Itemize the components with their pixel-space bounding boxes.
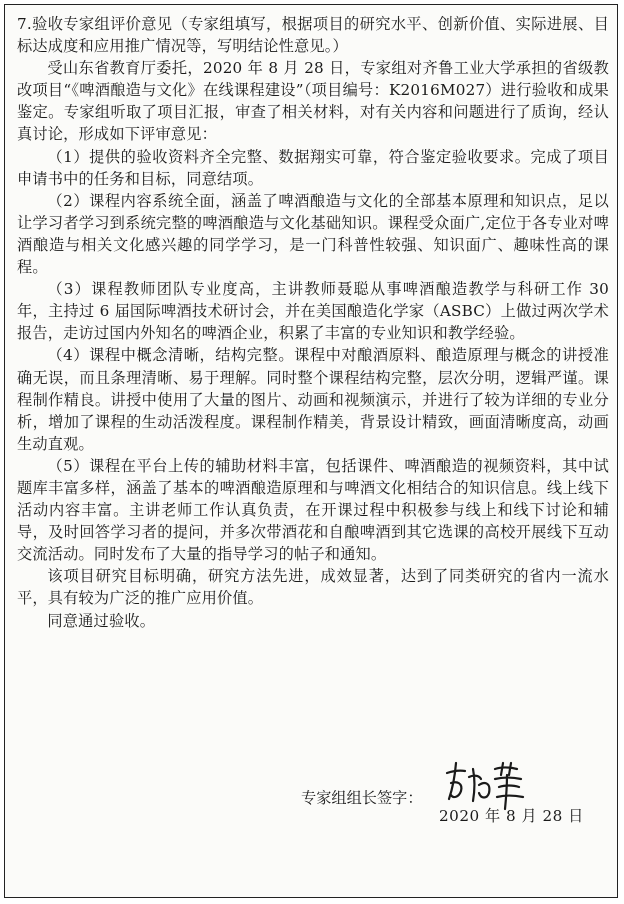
approval-statement: 同意通过验收。 <box>47 611 156 630</box>
intro-paragraph: 受山东省教育厅委托，2020 年 8 月 28 日，专家组对齐鲁工业大学承担的省级教改项目“《啤酒酿造与文化》在线课程建设”（项目编号：K2016M027）进行验收和成果鉴定。专家组听取了项目汇报，审查了相关材料，对有关内容和问题进行了质询，经认真讨论，形成如下评审意见： <box>17 59 609 144</box>
opinion-item-3: （3）课程教师团队专业度高，主讲教师聂聪从事啤酒酿造教学与科研工作 30 年，主持过 6 届国际啤酒技术研讨会，并在美国酿造化学家（ASBC）上做过两次学术报告，走访过国内外知名的啤酒企业，积累了丰富的专业知识和教学经验。 <box>17 280 609 343</box>
evaluation-form-page <box>4 4 618 898</box>
opinion-item-5: （5）课程在平台上传的辅助材料丰富，包括课件、啤酒酿造的视频资料，其中试题库丰富多样，涵盖了基本的啤酒酿造原理和与啤酒文化相结合的知识信息。线上线下活动内容丰富。主讲老师工作认真负责，在开课过程中积极参与线上和线下讨论和辅导，及时回答学习者的提问，并多次带酒花和自酿啤酒到其它选课的高校开展线下互动交流活动。同时发布了大量的指导学习的帖子和通知。 <box>17 456 609 564</box>
opinion-item-1: （1）提供的验收资料齐全完整、数据翔实可靠，符合鉴定验收要求。完成了项目申请书中的任务和目标，同意结项。 <box>17 147 609 188</box>
sign-date: 2020 年 8 月 28 日 <box>439 807 584 825</box>
evaluation-content <box>17 13 609 632</box>
signature-label: 专家组组长签字： <box>301 789 423 807</box>
conclusion-paragraph: 该项目研究目标明确，研究方法先进，成效显著，达到了同类研究的省内一流水平，具有较为广泛的推广应用价值。 <box>17 567 609 608</box>
opinion-item-4: （4）课程中概念清晰，结构完整。课程中对酿酒原料、酿造原理与概念的讲授准确无误，而且条理清晰、易于理解。同时整个课程结构完整，层次分明，逻辑严谨。课程制作精良。讲授中使用了大量的图片、动画和视频演示，并进行了较为详细的专业分析，增加了课程的生动活泼程度。课程制作精美，背景设计精致，画面清晰度高，动画生动直观。 <box>17 346 609 453</box>
section-heading: 7.验收专家组评价意见（专家组填写，根据项目的研究水平、创新价值、实际进展、目标达成度和应用推广情况等，写明结论性意见。） <box>17 15 609 56</box>
opinion-item-2: （2）课程内容系统全面，涵盖了啤酒酿造与文化的全部基本原理和知识点，足以让学习者学习到系统完整的啤酒酿造与文化基础知识。课程受众面广,定位于各专业对啤酒酿造与相关文化感兴趣的同学学习，是一门科普性较强、知识面广、趣味性高的课程。 <box>17 191 609 277</box>
